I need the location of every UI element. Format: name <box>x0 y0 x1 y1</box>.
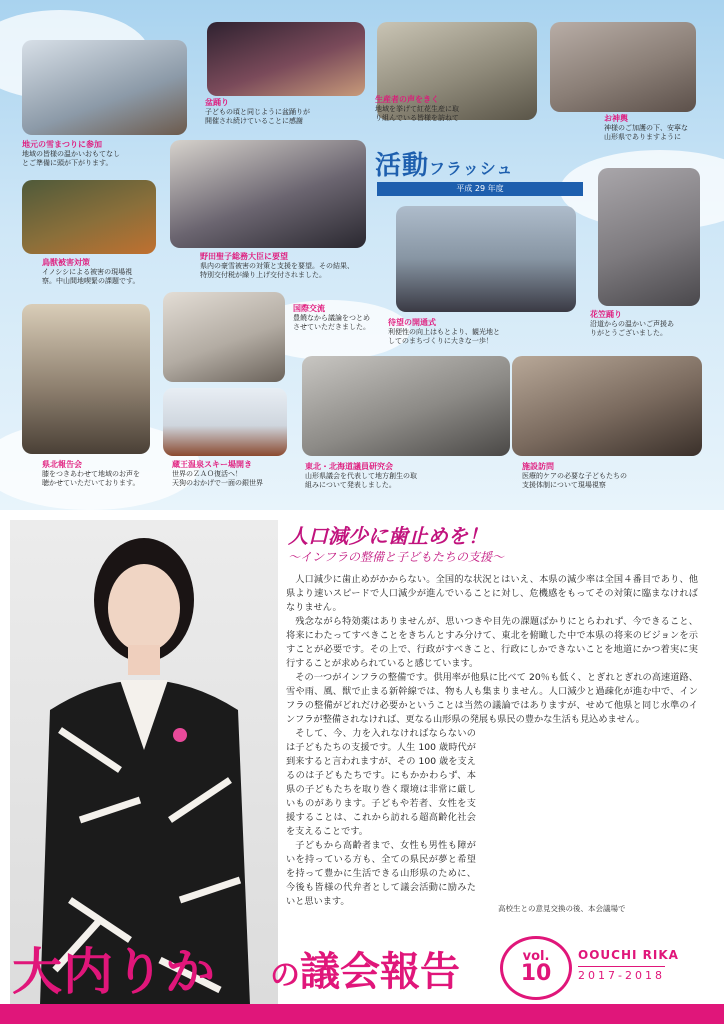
years-label: 2017-2018 <box>578 966 665 982</box>
photo-noda <box>170 140 366 248</box>
caption-title: 地元の雪まつりに参加 <box>22 140 102 149</box>
caption-desc: 利便性の向上はもとより、観光地と <box>388 328 500 336</box>
caption-desc: 膝をつきあわせて地域のお声を <box>42 470 140 478</box>
caption-seisansha <box>375 95 495 123</box>
caption-kaitsuu <box>388 318 558 346</box>
masthead-title <box>270 940 460 997</box>
volume-number: 10 <box>520 961 552 986</box>
caption-title: 花笠踊り <box>590 310 622 319</box>
caption-desc: してのまちづくりに大きな一歩！ <box>388 337 493 345</box>
caption-desc: 聴かせていただいております。 <box>42 479 140 487</box>
caption-desc: り組んでいる皆様を訪ねて <box>375 114 459 122</box>
caption-desc: 支援体制について現場視察 <box>522 481 606 489</box>
caption-noda <box>200 252 380 280</box>
caption-choujuu <box>42 258 172 286</box>
article-paragraph: 子どもから高齢者まで、女性も男性も障がいを持っている方も、全ての県民が夢と希望を持って豊かに生活できる山形県のために、今後も皆様の代弁者として議会活動に励みたいと思います。 <box>286 840 476 907</box>
photo-choujuu <box>22 180 156 254</box>
caption-desc: 豊饒なから議論をつとめ <box>293 314 370 322</box>
caption-title: 東北・北海道議員研究会 <box>305 462 393 471</box>
caption-desc: 世界のＺＡＯ復活へ！ <box>172 470 242 478</box>
volume-badge <box>500 936 572 1000</box>
caption-desc: 山形県でありますように <box>604 133 681 141</box>
article-subheadline: ～インフラの整備と子どもたちの支援～ <box>288 550 505 564</box>
masthead-name: 大内りか <box>12 942 216 1001</box>
caption-hanagasa <box>590 310 720 338</box>
caption-title: 野田聖子総務大臣に要望 <box>200 252 288 261</box>
caption-desc: 子どもの頃と同じように盆踊りが <box>205 108 310 116</box>
caption-tohoku <box>305 462 475 490</box>
caption-title: 鳥獣被害対策 <box>42 258 90 267</box>
caption-desc: 天狗のおかげで一面の銀世界 <box>172 479 263 487</box>
photo-yukimatsuri <box>22 40 187 135</box>
caption-title: 生産者の声をきく <box>375 95 439 104</box>
article-paragraph: その一つがインフラの整備です。供用率が他県に比べて 20％も低く、とぎれとぎれの高速道路、雪や雨、風、獣で止まる新幹線では、物も人も集まりません。人口減少と過疎化が進む中で、インフラの整備がどれだけ必要かということは当然の議論ではありますが、せめて他県と同じ水準のインフラが整備されなければ、更なる山形県の発展も県民の豊かな生活も見込めません。 <box>286 672 698 725</box>
caption-desc: とご準備に頭が下がります。 <box>22 159 113 167</box>
caption-desc: 特別交付税が繰り上げ交付されました。 <box>200 271 326 279</box>
article-paragraph: 残念ながら特効薬はありませんが、思いつきや目先の課題ばかりにとらわれず、今できること、将来にわたってすべきことをきちんとすみ分けて、東北を俯瞰した中で本県の将来のビジョンを示すことが必要です。その上で、行政がすべきこと、行政にしかできないことを地道にかつ着実に実行することが求められていると感じています。 <box>286 616 698 669</box>
caption-title: 盆踊り <box>205 98 229 107</box>
caption-desc: 地域の皆様の温かいおもてなし <box>22 150 120 158</box>
caption-title: 国際交流 <box>293 304 325 313</box>
caption-desc: 組みについて発表しました。 <box>305 481 396 489</box>
photo-shisetsu <box>512 356 702 456</box>
name-roman: OOUCHI RIKA <box>578 948 679 962</box>
article-headline: 人口減少に歯止めを！ <box>288 524 488 548</box>
article-paragraph: 人口減少に歯止めがかからない。全国的な状況とはいえ、本県の減少率は全国４番目であり、他県より速いスピードで人口減少が進んでいることに対し、危機感をもってその対策に臨まなければなりません。 <box>286 574 698 613</box>
photo-zao <box>163 388 287 456</box>
photo-kenpoku <box>22 304 150 454</box>
caption-title: お神輿 <box>604 114 628 123</box>
footer-bar <box>0 1004 724 1024</box>
caption-shisetsu <box>522 462 692 490</box>
caption-desc: させていただきました。 <box>293 323 370 331</box>
caption-kokusai <box>293 304 393 332</box>
caption-title: 待望の開通式 <box>388 318 436 327</box>
caption-title: 県北報告会 <box>42 460 82 469</box>
photo-kaitsuu <box>396 206 576 312</box>
caption-desc: 県内の豪雪被害の対策と支援を要望。その結果、 <box>200 262 354 270</box>
caption-desc: イノシシによる被害の現場視 <box>42 268 133 276</box>
photo-kokusai <box>163 292 285 382</box>
article-paragraph: そして、今、力を入れなければならないのは子どもたちの支援です。人生 100 歳時代が到来すると言われますが、その 100 歳を支えるのは子どもたちです。にもかかわらず、本県の子どもたちを取り巻く環境は非常に厳しいものがあります。子どもや若者、女性を支援することは、これから訪れる超高齢化社会を支えることです。 <box>286 728 476 837</box>
volume-label: vol. <box>522 949 550 964</box>
caption-desc: 地域を挙げて紅花生産に取 <box>375 105 459 113</box>
caption-title: 蔵王温泉スキー場開き <box>172 460 252 469</box>
flash-title-sub: フラッシュ <box>429 159 514 178</box>
assembly-photo-caption: 高校生との意見交換の後、本会議場で <box>498 904 626 913</box>
caption-desc: りがとうございました。 <box>590 329 667 337</box>
masthead-particle: の <box>270 958 300 993</box>
caption-kenpoku <box>42 460 182 488</box>
caption-desc: 神様のご加護の下、安寧な <box>604 124 688 132</box>
masthead-report: 議会報告 <box>300 948 460 995</box>
caption-bon <box>205 98 365 126</box>
caption-desc: 医療的ケアの必要な子どもたちの <box>522 472 627 480</box>
caption-omikoshi <box>604 114 714 142</box>
photo-omikoshi <box>550 22 696 112</box>
photo-tohoku <box>302 356 510 456</box>
caption-desc: 察。中山間地喫緊の課題です。 <box>42 277 140 285</box>
period-bar: 平成 29 年度 <box>377 182 583 196</box>
caption-title: 施設訪問 <box>522 462 554 471</box>
photo-hanagasa <box>598 168 700 306</box>
caption-desc: 沿道からの温かいご声援あ <box>590 320 674 328</box>
caption-desc: 開催され続けていることに感謝 <box>205 117 303 125</box>
assembly-hall-photo <box>478 770 698 898</box>
caption-zao <box>172 460 292 488</box>
caption-desc: 山形県議会を代表して地方創生の取 <box>305 472 417 480</box>
caption-yukimatsuri <box>22 140 192 168</box>
photo-bon <box>207 22 365 96</box>
flash-title-main: 活動 <box>375 151 430 181</box>
activity-flash-title <box>375 145 513 182</box>
